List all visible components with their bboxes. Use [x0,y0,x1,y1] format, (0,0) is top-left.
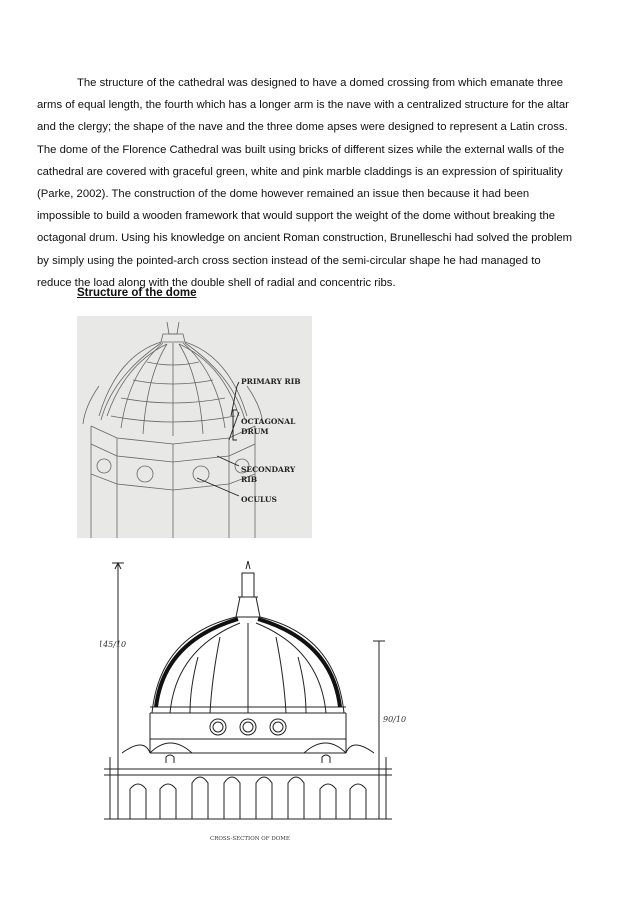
height-right-label: 90/10 [383,715,407,724]
paragraph-line: octagonal drum. Using his knowledge on ancient Roman construction, Brunelleschi had solved the problem [37,232,573,245]
paragraph-line: impossible to build a wooden framework that would support the weight of the dome without breaking the [37,210,556,223]
paragraph-line: The structure of the cathedral was designed to have a domed crossing from which emanate three [77,77,564,89]
label-octagonal: OCTAGONAL [241,417,296,426]
paragraph-line: by simply using the pointed-arch cross section instead of the semi-circular shape he had managed to [37,254,541,267]
dome-structure-figure [77,316,312,538]
paragraph-line: cathedral are covered with graceful green, white and pink marble claddings is an expression of spirituality [37,165,563,178]
section-heading: Structure of the dome [77,287,197,299]
dome-cross-section-drawing [100,557,435,847]
paragraph-line: The dome of the Florence Cathedral was built using bricks of different sizes while the external walls of the [37,143,565,156]
paragraph-line: and the clergy; the shape of the nave and the three dome apses were designed to represent a Latin cross. [37,121,568,134]
paragraph-line: arms of equal length, the fourth which has a longer arm is the nave with a centralized structure for the altar [37,99,569,112]
label-primary-rib: PRIMARY RIB [241,377,301,386]
label-secondary: SECONDARY [241,465,296,474]
label-oculus: OCULUS [241,495,277,504]
paragraph-line: (Parke, 2002). The construction of the dome however remained an issue then because it had been [37,188,530,201]
label-drum: DRUM [241,427,269,436]
figure-caption: CROSS-SECTION OF DOME [210,836,290,842]
body-paragraph [37,72,603,294]
dome-structure-drawing [77,316,312,538]
label-rib: RIB [241,475,258,484]
height-left-label: 145/10 [100,640,127,649]
paragraph-line: reduce the load along with the double shell of radial and concentric ribs. [37,276,396,289]
dome-cross-section-figure [100,557,435,847]
